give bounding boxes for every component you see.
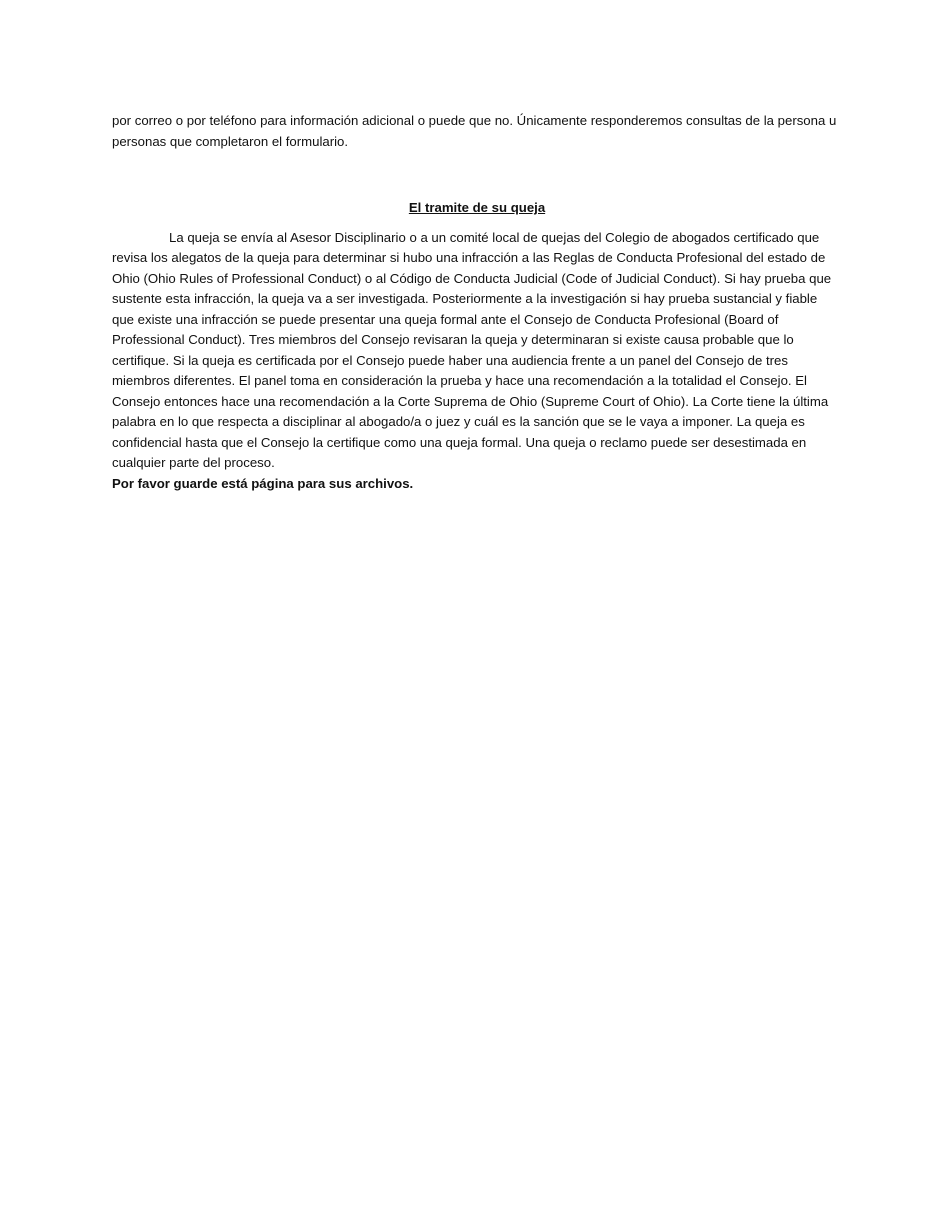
main-paragraph (112, 228, 842, 495)
continued-paragraph: por correo o por teléfono para información adicional o puede que no. Únicamente responderemos consultas de la persona u personas que completaron el formulario. (112, 113, 837, 149)
closing-note: Por favor guarde está página para sus archivos. (112, 475, 414, 491)
section-heading: El tramite de su queja (408, 200, 546, 215)
document-page (112, 111, 842, 494)
main-paragraph-text: La queja se envía al Asesor Disciplinario o a un comité local de quejas del Colegio de abogados certificado que revisa los alegatos de la queja para determinar si hubo una infracción a las Reglas de Conducta Profesional del estado de Ohio (Ohio Rules of Professional Conduct) o al Código de Conducta Judicial (Code of Judicial Conduct). Si hay prueba que sustente esta infracción, la queja va a ser investigada. Posteriormente a la investigación si hay prueba sustancial y fiable que existe una infracción se puede presentar una queja formal ante el Consejo de Conducta Profesional (Board of Professional Conduct). Tres miembros del Consejo revisaran la queja y determinaran si existe causa probable que lo certifique. Si la queja es certificada por el Consejo puede haber una audiencia frente a un panel del Consejo de tres miembros diferentes. El panel toma en consideración la prueba y hace una recomendación a la totalidad el Consejo. El Consejo entonces hace una recomendación a la Corte Suprema de Ohio (Supreme Court of Ohio). La Corte tiene la última palabra en lo que respecta a disciplinar al abogado/a o juez y cuál es la sanción que se le vaya a imponer. La queja es confidencial hasta que el Consejo la certifique como una queja formal. Una queja o reclamo puede ser desestimada en cualquier parte del proceso. (112, 229, 832, 470)
